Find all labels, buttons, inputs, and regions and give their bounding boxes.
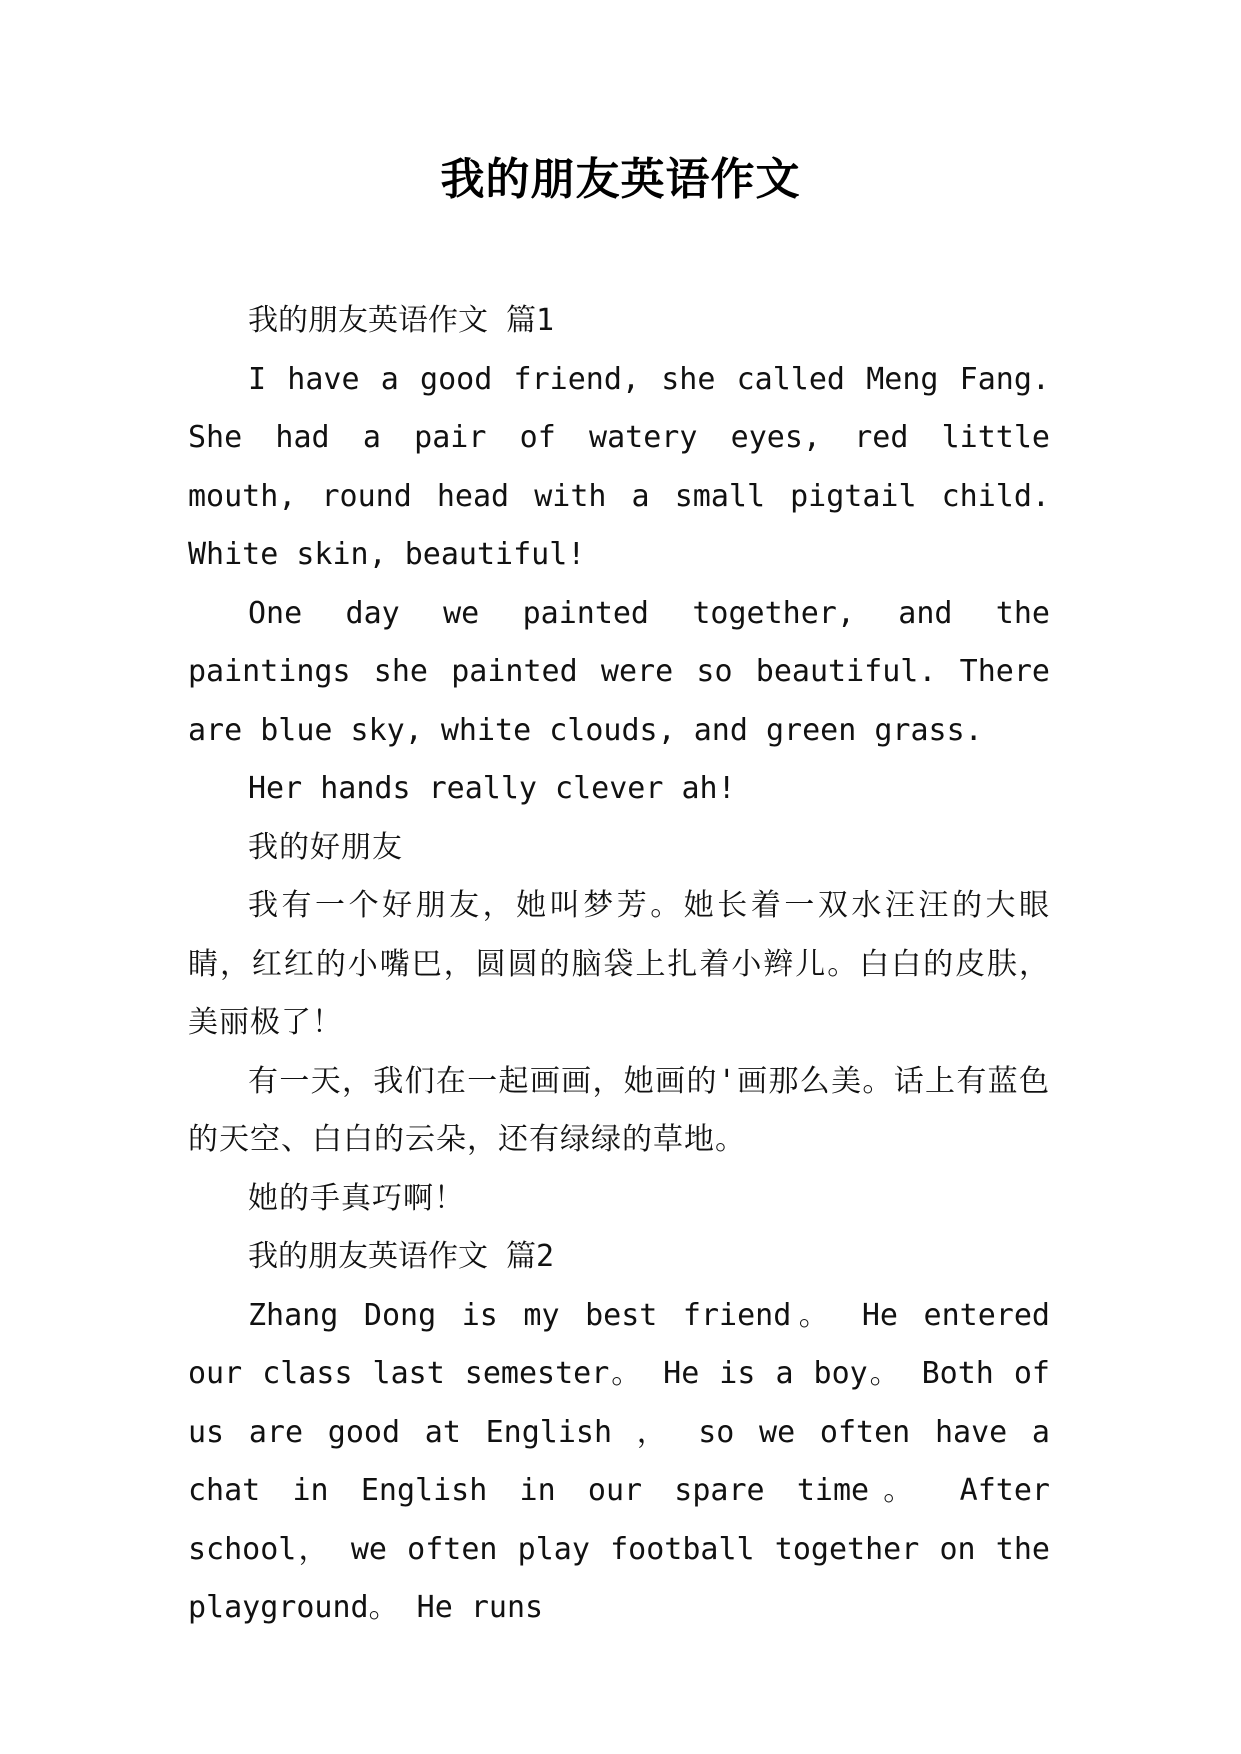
paragraph-en-hands: Her hands really clever ah! <box>248 771 736 806</box>
document-body <box>188 292 1050 1638</box>
paragraph-en-painting: One day we painted together, and the paintings she painted were so beautiful. There are blue sky, white clouds, and green grass. <box>188 595 1050 748</box>
paragraph-en-zhang-dong: Zhang Dong is my best friend。 He entered our class last semester。 He is a boy。 Both of us are good at English ， so we often have a chat in English in our spare time。 After school， we often play football together on the playground。 He runs <box>188 1297 1050 1625</box>
paragraph-cn-intro: 我有一个好朋友，她叫梦芳。她长着一双水汪汪的大眼睛，红红的小嘴巴，圆圆的脑袋上扎着小辫儿。白白的皮肤，美丽极了！ <box>188 888 1050 1040</box>
paragraph-cn-hands: 她的手真巧啊！ <box>248 1180 465 1216</box>
document-title: 我的朋友英语作文 <box>440 154 801 205</box>
paragraph-cn-subtitle: 我的好朋友 <box>248 829 403 865</box>
section-heading-2: 我的朋友英语作文 篇2 <box>248 1239 555 1274</box>
paragraph-cn-painting: 有一天，我们在一起画画，她画的'画那么美。话上有蓝色的天空、白白的云朵，还有绿绿的草地。 <box>188 1063 1050 1157</box>
paragraph-en-intro: I have a good friend, she called Meng Fang. She had a pair of watery eyes, red little mouth, round head with a small pigtail child. White skin, beautiful! <box>188 361 1050 572</box>
section-heading-1: 我的朋友英语作文 篇1 <box>248 303 555 338</box>
